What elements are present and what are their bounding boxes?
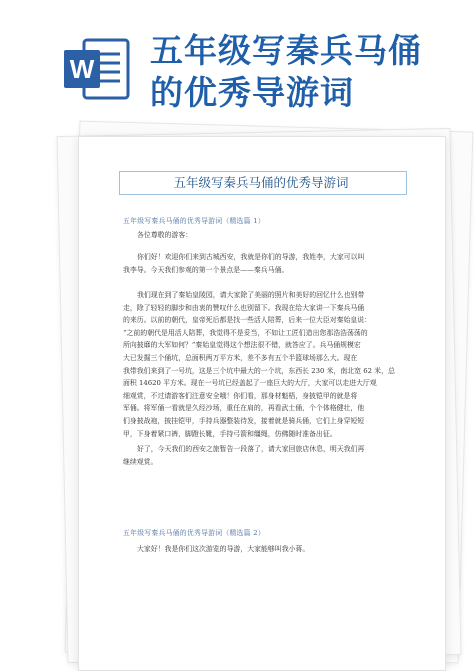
text-line: 我带我们来到了一号坑，这是三个坑中最大的一个坑，东西长 230 米，南北宽 62 米，总 bbox=[123, 366, 395, 375]
text-line: 我们现在到了秦始皇陵园，请大家除了美丽的照片和美好的回忆什么也别带 bbox=[137, 291, 365, 299]
text-line: 大已发掘三个俑坑，总面积两万平方米，差不多有五个半篮球场那么大。现在 bbox=[123, 353, 358, 362]
text-line: 的来历。以前的朝代，皇帝死后都是找一些活人陪葬，后来一位大臣对秦始皇说： bbox=[123, 316, 372, 325]
section-heading: 五年级写秦兵马俑的优秀导游词（精选篇 1） bbox=[123, 217, 265, 225]
text-line: “之前的朝代是用活人陪葬，我觉得不是妥当，不如让工匠们造出您那浩浩荡荡的 bbox=[123, 328, 368, 337]
paragraph bbox=[123, 251, 403, 276]
text-line: 所向披靡的大军如何？”秦始皇觉得这个想法很不错，就答应了。兵马俑规模宏 bbox=[123, 341, 361, 350]
word-document-icon bbox=[62, 34, 132, 104]
paragraph bbox=[123, 443, 403, 468]
text-line: 你们好！欢迎你们来到古城西安，我就是你们的导游，我姓李，大家可以叫 bbox=[137, 253, 365, 261]
text-line: 大家好！我是你们这次游览的导游，大家能够叫我小蒋。 bbox=[137, 545, 310, 553]
page-title bbox=[150, 30, 470, 114]
paragraph bbox=[123, 543, 403, 556]
text-line: 继续观赏。 bbox=[123, 457, 158, 466]
text-line: 走，除了轻轻的脚步和由衷的赞叹什么也别留下。我现在给大家讲一下秦兵马俑 bbox=[123, 303, 365, 312]
document-page bbox=[78, 136, 446, 671]
text-line: 军俑。将军俑一看就是久经沙场，重任在肩的，再看武士俑，个个体格健壮，他 bbox=[123, 404, 365, 413]
page-title-line1: 五年级写秦兵马俑 bbox=[150, 31, 422, 70]
document-title: 五年级写秦兵马俑的优秀导游词 bbox=[173, 175, 349, 190]
paragraph bbox=[123, 229, 403, 242]
svg-text:W: W bbox=[69, 54, 95, 84]
text-line: 各位尊敬的游客： bbox=[137, 231, 193, 239]
section-heading: 五年级写秦兵马俑的优秀导游词（精选篇 2） bbox=[123, 529, 265, 537]
text-line: 细观赏，不过请游客们注意安全哦！你们看，那身材魁梧，身披铠甲的就是将 bbox=[123, 391, 358, 400]
text-line: 们身披战袍，披挂铠甲，手持兵器整装待发，接着就是骑兵俑，它们上身穿短短 bbox=[123, 416, 365, 425]
page-title-line2: 的优秀导游词 bbox=[150, 73, 354, 112]
banner bbox=[0, 0, 474, 120]
text-line: 甲，下身着紧口裤，脚蹬长靴，手持弓箭和缰绳，仿佛随时准备出征。 bbox=[123, 429, 337, 438]
paragraph bbox=[123, 289, 403, 440]
text-line: 我李导。今天我们参观的第一个景点是——秦兵马俑。 bbox=[123, 265, 289, 274]
text-line: 面积 14620 平方米。现在一号坑已经盖起了一座巨大的大厅，大家可以走进大厅观 bbox=[123, 379, 377, 388]
text-line: 好了，今天我们的西安之旅暂告一段落了，请大家回旅店休息，明天我们再 bbox=[137, 445, 365, 453]
